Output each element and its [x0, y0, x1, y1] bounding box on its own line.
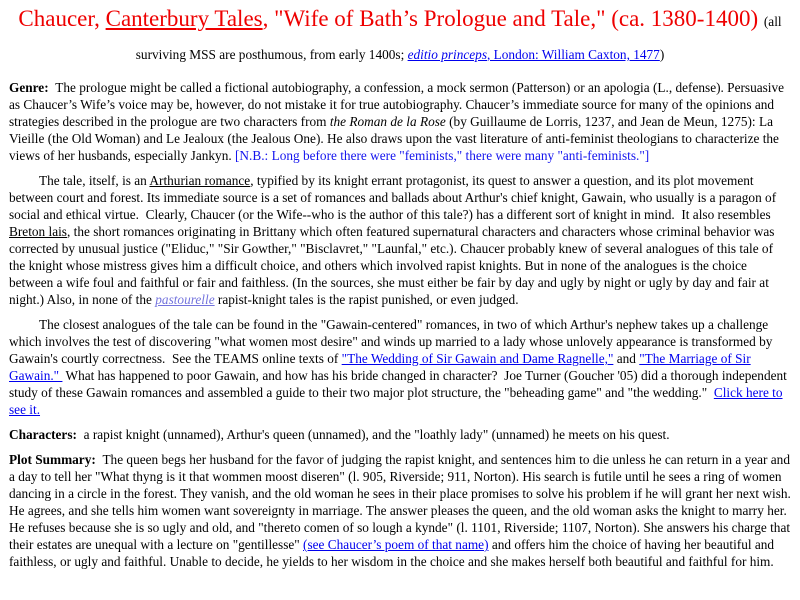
body-text: , the short romances originating in Brittany which often featured supernatural characters and characters whose criminal behavior was corrected by unusual justice ("Eliduc," "Sir Gowther," "Bisclavret," "Launfal," etc.). Chaucer probably knew of several analogues of this tale of the knight whose mistress gives him a difficult choice, and others which involved rapist knights. But in none of the analogues is the choice between a wife foul and faithful or fair and faithless. (In the sources, she must either be fair by day and ugly by night or ugly by day and fair at night.) Also, in none of the: [9, 224, 775, 307]
nb-note: [N.B.: Long before there were "feminists," there were many "anti-feminists."]: [235, 148, 650, 163]
paragraph-tale: [9, 172, 791, 308]
body-text: a rapist knight (unnamed), Arthur's queen (unnamed), and the "loathly lady" (unnamed) he meets on his quest.: [83, 427, 670, 442]
caxton-1477-link[interactable]: , London: William Caxton, 1477: [487, 47, 660, 62]
editio-princeps-link[interactable]: editio princeps: [407, 47, 487, 62]
wedding-of-sir-gawain-link[interactable]: "The Wedding of Sir Gawain and Dame Ragnelle,": [341, 351, 614, 366]
body-text: rapist-knight tales is the rapist punished, or even judged.: [214, 292, 519, 307]
title-text: Chaucer,: [18, 6, 106, 31]
characters-label: Characters:: [9, 427, 84, 442]
body-text: What has happened to poor Gawain, and how has his bride changed in character? Joe Turner (Goucher '05) did a thorough independent study of these Gawain romances and assembled a guide to their two major plot structure, the "beheading game" and "the wedding.": [9, 368, 787, 400]
title-subnote: (all surviving MSS are posthumous, from early 1400s;: [135, 14, 782, 62]
body-text: The tale, itself, is an: [39, 173, 150, 188]
click-here-link[interactable]: Click here to see it.: [9, 385, 783, 417]
title-text: , "Wife of Bath’s Prologue and Tale," (ca. 1380-1400): [262, 6, 764, 31]
breton-lais-term: Breton lais: [9, 224, 67, 239]
body-text: The queen begs her husband for the favor of judging the rapist knight, and sentences him to die unless he can return in a year and a day to tell her "What thyng is it that wommen moost diseren" (l. 905, Riverside; 911, Norton). His search is futile until he sees a ring of women dancing in a circle in the forest. They vanish, and the old woman he sees in their place promises to solve his problem if he will grant her next wish. He agrees, and she tells him women want sovereignty in marriage. The answer pleases the queen, and the old woman asks the knight to marry her. He refuses because she is so ugly and old, and "thereto comen of so lough a kynde" (l. 1101, Riverside; 1107, Norton). She answers his charge that their estates are unequal with a lecture on "gentillesse": [9, 452, 791, 552]
paragraph-analogues: [9, 316, 791, 418]
body-text: The closest analogues of the tale can be found in the "Gawain-centered" romances, in two of which Arthur's nephew takes up a challenge which involves the test of discovering "what women most desire" and winds up married to a lady whose unlovely appearance is transformed by Gawain's courtly correctness. See the TEAMS online texts of: [9, 317, 773, 366]
body-text: and offers him the choice of having her beautiful and faithless, or ugly and faithful. Unable to decide, he yields to her wisdom in the choice and she makes herself both beautiful and faithful for him.: [9, 537, 775, 569]
title-work-name: Canterbury Tales: [105, 6, 263, 31]
body-text: The prologue might be called a fictional autobiography, a confession, a mock sermon (Patterson) or an apologia (L., defense). Persuasive as Chaucer’s Wife’s voice may be, however, do not mistake it for true autobiography. Chaucer’s immediate source for many of the opinions and strategies described in the prologue are two characters from: [9, 80, 785, 129]
title-subnote: ): [659, 47, 665, 62]
chaucer-poem-link[interactable]: (see Chaucer’s poem of that name): [303, 537, 489, 552]
marriage-of-sir-gawain-link[interactable]: "The Marriage of Sir Gawain.": [9, 351, 751, 383]
paragraph-plot-summary: [9, 451, 791, 570]
paragraph-genre: [9, 79, 791, 164]
plot-summary-label: Plot Summary:: [9, 452, 103, 467]
work-title-italic: the Roman de la Rose: [329, 114, 446, 129]
page-title: [9, 4, 791, 70]
arthurian-romance-term: Arthurian romance: [149, 173, 251, 188]
body-text: and: [613, 351, 640, 366]
body-text: (by Guillaume de Lorris, 1237, and Jean de Meun, 1275): La Vieille (the Old Woman) and Le Jealoux (the Jealous One). He also draws upon the vast literature of anti-feminist theologians to characterize the views of her husbands, especially Jankyn.: [9, 114, 779, 163]
body-text: , typified by its knight errant protagonist, its quest to answer a question, and its plot movement between court and forest. Its immediate source is a set of romances and ballads about Arthur's chief knight, Gawain, who usually is a paragon of social and ethical virtue. Clearly, Chaucer (or the Wife--who is the author of this tale?) has a different sort of knight in mind. It also resembles: [9, 173, 777, 222]
paragraph-characters: [9, 426, 791, 443]
genre-label: Genre:: [9, 80, 56, 95]
pastourelle-link[interactable]: pastourelle: [155, 292, 215, 307]
